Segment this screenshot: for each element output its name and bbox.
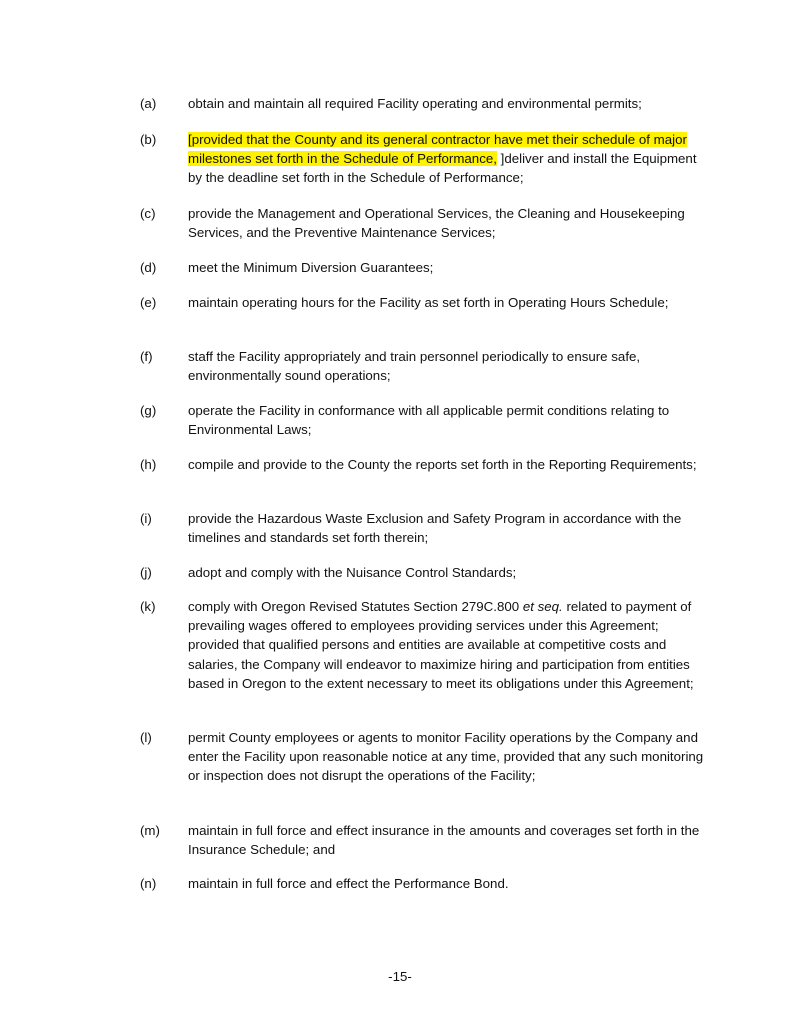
item-label: (h) bbox=[140, 457, 157, 472]
item-label: (d) bbox=[140, 260, 157, 275]
item-text: adopt and comply with the Nuisance Control Standards; bbox=[188, 565, 517, 580]
item-label: (i) bbox=[140, 511, 152, 526]
list-item-m bbox=[140, 821, 710, 859]
item-text-post: related to payment of prevailing wages offered to employees providing services under this Agreement; provided that qualified persons and entities are available at competitive costs and salaries, the Company will endeavor to maximize hiring and participation from entities based in Oregon to the extent necessary to meet its obligations under this Agreement; bbox=[188, 599, 694, 691]
item-text: maintain operating hours for the Facility as set forth in Operating Hours Schedule; bbox=[188, 295, 669, 310]
list-item-e bbox=[140, 293, 710, 312]
item-text: staff the Facility appropriately and train personnel periodically to ensure safe, environmentally sound operations; bbox=[188, 349, 641, 384]
item-label: (f) bbox=[140, 349, 153, 364]
item-text: maintain in full force and effect the Performance Bond. bbox=[188, 876, 509, 891]
item-label: (k) bbox=[140, 599, 156, 614]
item-text-pre: comply with Oregon Revised Statutes Section 279C.800 bbox=[188, 599, 523, 614]
list-item-j bbox=[140, 563, 710, 582]
item-label: (a) bbox=[140, 96, 157, 111]
item-text: permit County employees or agents to monitor Facility operations by the Company and enter the Facility upon reasonable notice at any time, provided that any such monitoring or inspection does not disrupt the operations of the Facility; bbox=[188, 730, 704, 784]
item-label: (c) bbox=[140, 206, 156, 221]
list-item-g bbox=[140, 401, 710, 439]
list-item-h bbox=[140, 455, 710, 474]
list-item-c bbox=[140, 204, 710, 242]
list-item-i bbox=[140, 509, 710, 547]
item-text: provide the Hazardous Waste Exclusion and Safety Program in accordance with the timelines and standards set forth therein; bbox=[188, 511, 682, 546]
list-item-d bbox=[140, 258, 710, 277]
item-text-rest: ]deliver and install the Equipment by the deadline set forth in the Schedule of Performance; bbox=[188, 151, 697, 186]
item-text bbox=[188, 130, 710, 188]
list-item-a bbox=[140, 94, 710, 113]
page-number: -15- bbox=[388, 969, 412, 984]
item-label: (g) bbox=[140, 403, 157, 418]
item-text-italic: et seq. bbox=[522, 599, 563, 614]
item-text: meet the Minimum Diversion Guarantees; bbox=[188, 260, 434, 275]
item-text: obtain and maintain all required Facility operating and environmental permits; bbox=[188, 96, 642, 111]
item-label: (b) bbox=[140, 132, 157, 147]
list-item-n bbox=[140, 874, 710, 893]
item-text: maintain in full force and effect insurance in the amounts and coverages set forth in the Insurance Schedule; and bbox=[188, 823, 700, 858]
item-text: provide the Management and Operational Services, the Cleaning and Housekeeping Services, and the Preventive Maintenance Services; bbox=[188, 206, 685, 241]
item-label: (m) bbox=[140, 823, 160, 838]
item-label: (e) bbox=[140, 295, 157, 310]
item-text: compile and provide to the County the reports set forth in the Reporting Requirements; bbox=[188, 457, 697, 472]
list-item-f bbox=[140, 347, 710, 385]
highlighted-text: [provided that the County and its general contractor have met their schedule of major milestones set forth in the Schedule of Performance, bbox=[188, 132, 687, 167]
list-item-b bbox=[140, 130, 710, 188]
item-label: (n) bbox=[140, 876, 157, 891]
item-text bbox=[188, 597, 710, 693]
list-item-l bbox=[140, 728, 710, 786]
item-text: operate the Facility in conformance with all applicable permit conditions relating to Environmental Laws; bbox=[188, 403, 670, 438]
item-label: (j) bbox=[140, 565, 152, 580]
list-item-k bbox=[140, 597, 710, 693]
item-label: (l) bbox=[140, 730, 152, 745]
